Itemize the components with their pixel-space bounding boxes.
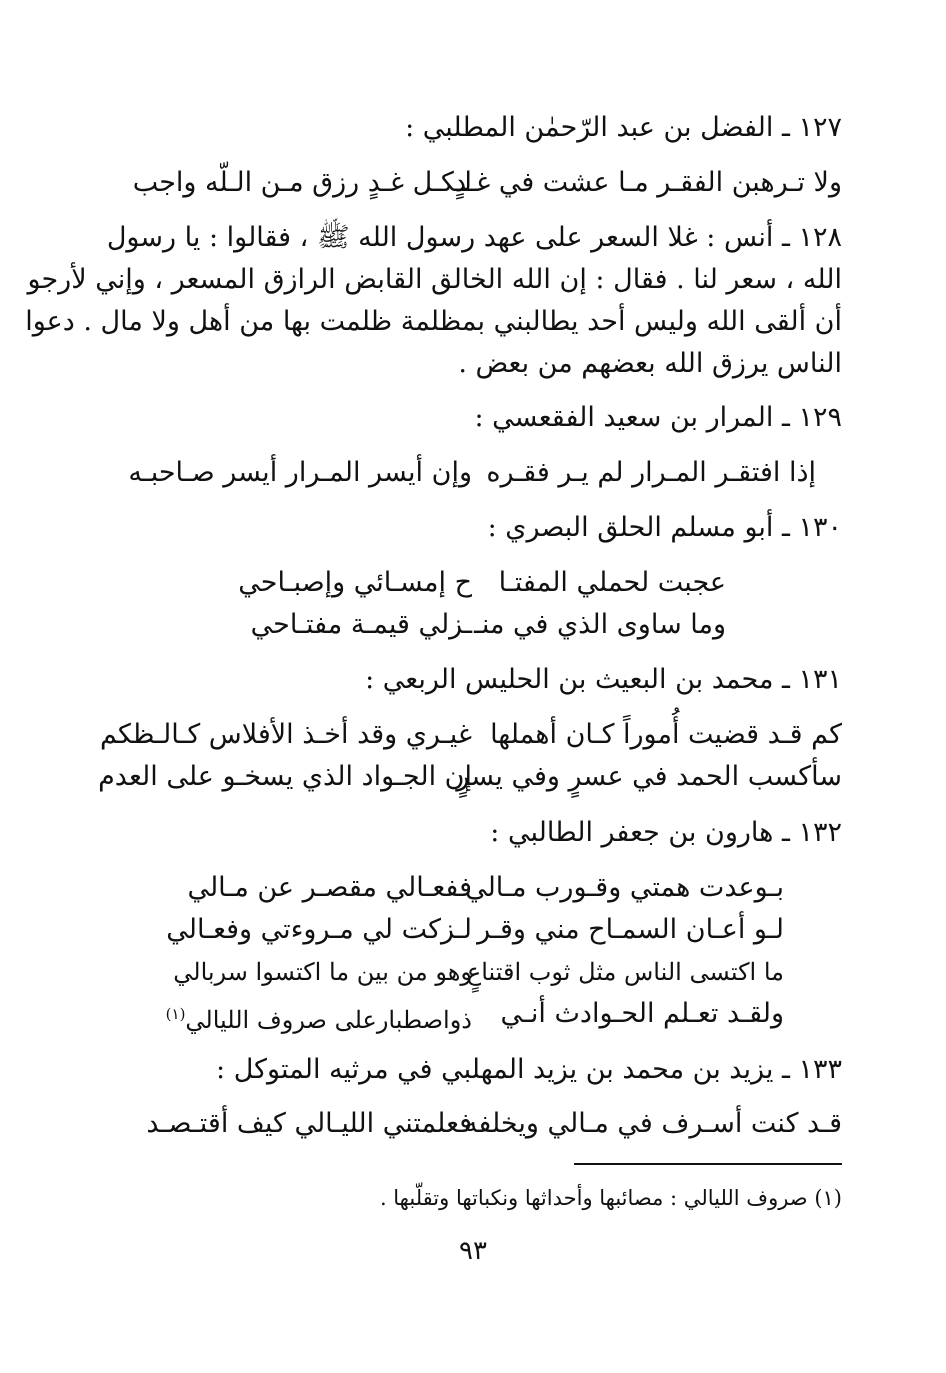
entry-130-verse-1-first: عجبت لحملي المفتـا: [498, 567, 726, 598]
entry-132-verse-2-second: لـزكت لي مـروءتي وفعـالي: [166, 914, 472, 945]
entry-128-line-1: ١٢٨ ـ أنس : غلا السعر على عهد رسول الله ﷺ ، فقالوا : يا رسول: [106, 222, 842, 253]
footnote-divider: [574, 1163, 842, 1165]
entry-133-heading: ١٣٣ ـ يزيد بن محمد بن يزيد المهلبي في مرثيه المتوكل :: [216, 1054, 842, 1085]
entry-130-heading: ١٣٠ ـ أبو مسلم الحلق البصري :: [487, 512, 842, 543]
entry-132-verse-4-first: ولقـد تعـلم الحـوادث أنـي: [500, 998, 784, 1029]
entry-133-verse-1-first: قـد كنت أسـرف في مـالي ويخلفه: [463, 1108, 842, 1139]
entry-127-verse-1-second: لـكـل غـدٍ رزق مـن الـلّه واجب: [132, 167, 472, 198]
page-number: ٩٣: [459, 1236, 487, 1266]
entry-129-heading: ١٢٩ ـ المرار بن سعيد الفقعسي :: [474, 402, 842, 433]
entry-131-verse-2-second: إن الجـواد الذي يسخـو على العدم: [98, 761, 472, 792]
entry-132-verse-3-second: وهو من بين ما اكتسوا سربالي: [173, 958, 472, 986]
entry-130-verse-1-second: ح إمسـائي وإصبـاحي: [238, 567, 472, 598]
entry-132-verse-4-second: [166, 996, 472, 1038]
entry-132-verse-1-second: ففعـالي مقصـر عن مـالي: [187, 872, 472, 903]
entry-131-verse-1-second: غيـري وقد أخـذ الأفلاس كـالـظكم: [100, 719, 472, 750]
entry-129-verse-1-first: إذا افتقـر المـرار لم يـر فقـره: [486, 457, 816, 488]
entry-127-verse-1-first: ولا تـرهبن الفقـر مـا عشت في غـدٍ: [454, 167, 842, 198]
entry-131-heading: ١٣١ ـ محمد بن البعيث بن الحليس الربعي :: [365, 664, 842, 695]
entry-129-verse-1-second: وإن أيسر المـرار أيسر صـاحبـه: [128, 457, 472, 488]
entry-130-verse-2-second: ـزلي قيمـة مفتـاحي: [250, 609, 472, 640]
entry-131-verse-2-first: سأكسب الحمد في عسرٍ وفي يسرٍ: [456, 761, 842, 792]
entry-128-line-3: أن ألقى الله وليس أحد يطالبني بمظلمة ظلمت بها من أهل ولا مال . دعوا: [25, 306, 842, 337]
entry-127-heading: ١٢٧ ـ الفضل بن عبد الرّحمٰن المطلبي :: [405, 112, 842, 143]
entry-132-verse-1-first: بـوعدت همتي وقـورب مـالي: [465, 872, 784, 903]
footnote-marker: (١): [165, 1005, 186, 1023]
entry-128-line-4: الناس يرزق الله بعضهم من بعض .: [458, 348, 842, 379]
footnote: (١) صروف الليالي : مصائبها وأحداثها ونكباتها وتقلّبها .: [379, 1186, 842, 1210]
entry-128-line-2: الله ، سعر لنا . فقال : إن الله الخالق القابض الرازق المسعر ، وإني لأرجو: [27, 264, 842, 295]
entry-132-verse-4-text: ذواصطبارعلى صروف الليالي: [185, 1006, 472, 1034]
entry-133-verse-1-second: فعلمتني الليـالي كيف أقتـصـد: [146, 1108, 472, 1139]
entry-132-verse-2-first: لـو أعـان السمـاح مني وقـر: [477, 914, 784, 945]
entry-130-verse-2-first: وما ساوى الذي في منـ: [473, 609, 726, 640]
entry-132-heading: ١٣٢ ـ هارون بن جعفر الطالبي :: [490, 817, 842, 848]
entry-131-verse-1-first: كم قـد قضيت أُموراً كـان أهملها: [490, 719, 842, 750]
entry-132-verse-3-first: ما اكتسى الناس مثل ثوب اقتناعٍ: [466, 958, 784, 986]
